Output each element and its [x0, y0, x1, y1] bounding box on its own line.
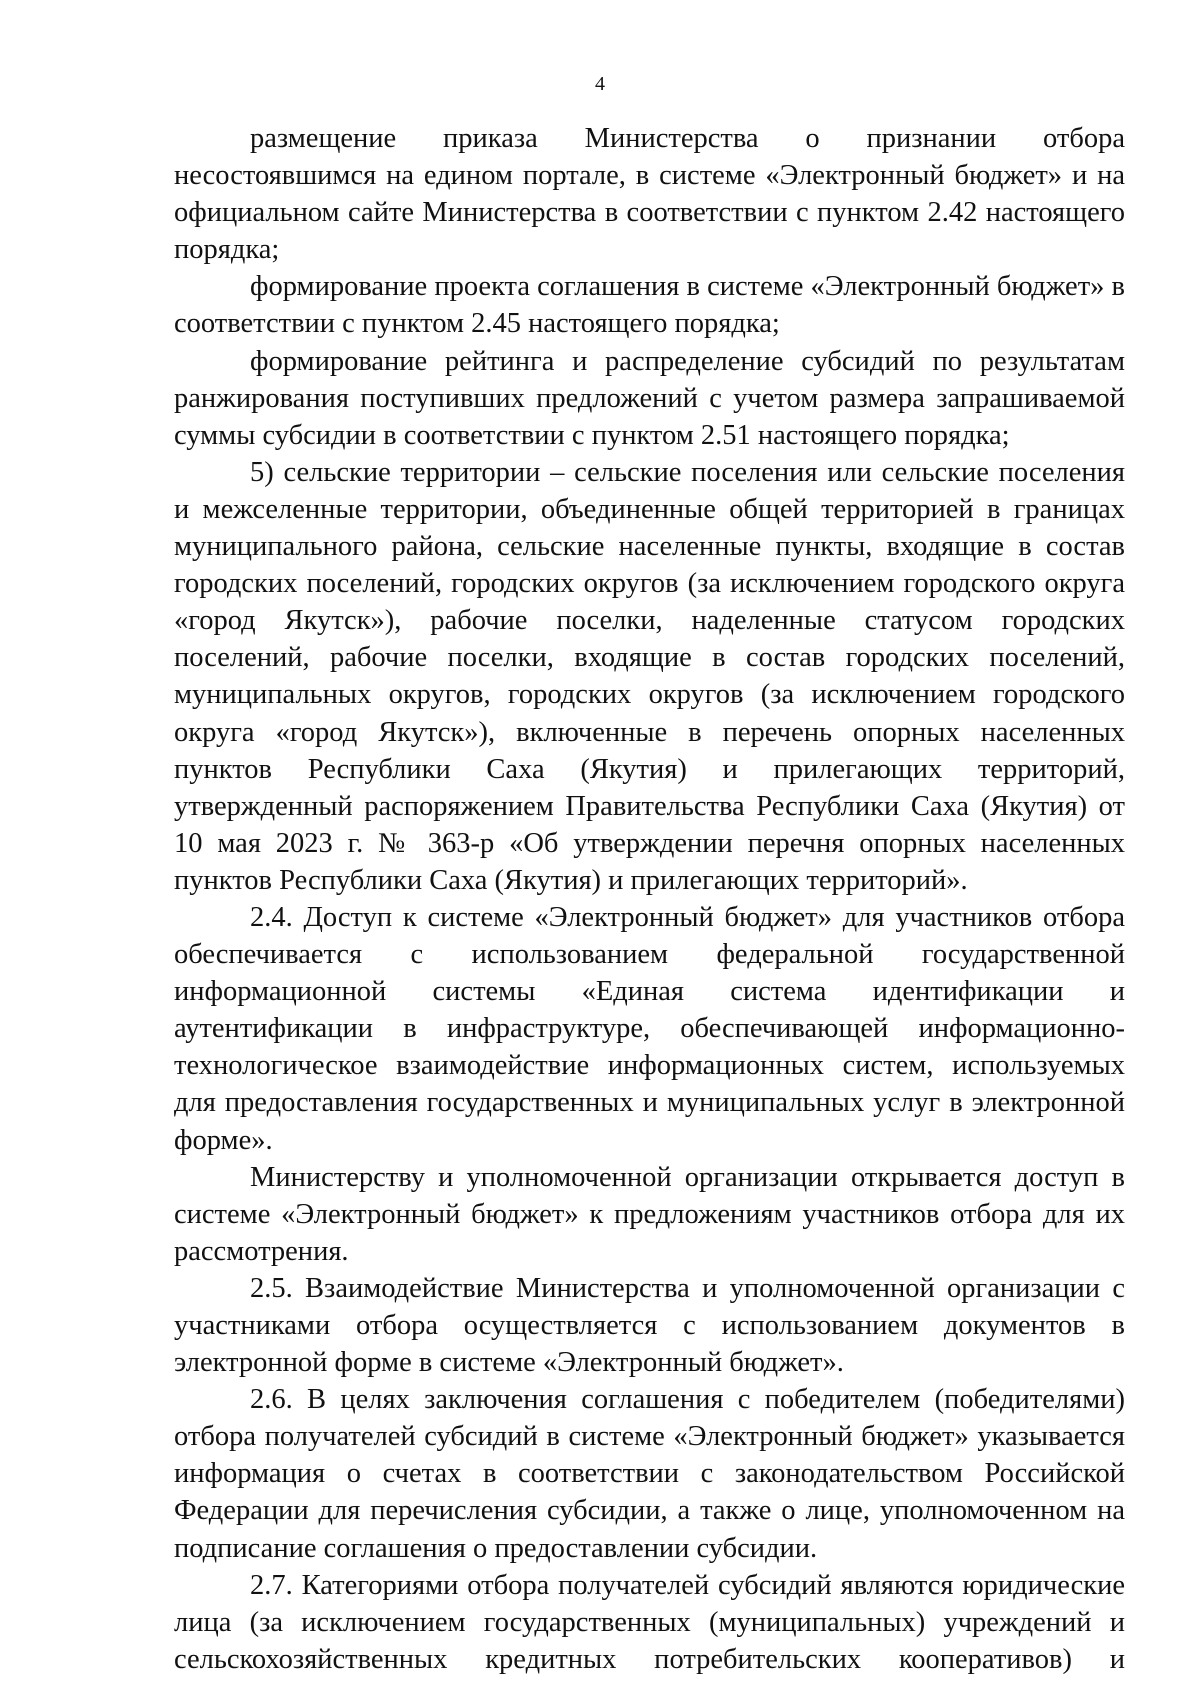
paragraph: 2.6. В целях заключения соглашения с победителем (победителями) отбора получателей субсидий в системе «Электронный бюджет» указывается информация о счетах в соответствии с законодательством Российской Федерации для перечисления субсидии, а также о лице, уполномоченном на подписание соглашения о предоставлении субсидии. — [174, 1384, 1125, 1564]
page-number: 4 — [595, 73, 605, 95]
document-body — [174, 120, 1125, 1678]
paragraph: Министерству и уполномоченной организации открывается доступ в системе «Электронный бюджет» к предложениям участников отбора для их рассмотрения. — [174, 1161, 1125, 1267]
paragraph: формирование рейтинга и распределение субсидий по результатам ранжирования поступивших предложений с учетом размера запрашиваемой суммы субсидии в соответствии с пунктом 2.51 настоящего порядка; — [174, 345, 1125, 451]
paragraph: 2.5. Взаимодействие Министерства и уполномоченной организации с участниками отбора осуществляется с использованием документов в электронной форме в системе «Электронный бюджет». — [174, 1272, 1125, 1379]
paragraph: 5) сельские территории – сельские поселения или сельские поселения и межселенные территории, объединенные общей территорией в границах муниципального района, сельские населенные пункты, входящие в состав городских поселений, городских округов (за исключением городского округа «город Якутск»), рабочие поселки, наделенные статусом городских поселений, рабочие поселки, входящие в состав городских поселений, муниципальных округов, городских округов (за исключением городского округа «город Якутск»), включенные в перечень опорных населенных пунктов Республики Саха (Якутия) и прилегающих территорий, утвержденный распоряжением Правительства Республики Саха (Якутия) от 10 мая 2023 г. № 363-р «Об утверждении перечня опорных населенных пунктов Республики Саха (Якутия) и прилегающих территорий». — [174, 456, 1125, 896]
paragraph: 2.7. Категориями отбора получателей субсидий являются юридические лица (за исключением государственных (муниципальных) учреждений и сельскохозяйственных кредитных потребительских кооперативов) и — [174, 1569, 1125, 1675]
paragraph: 2.4. Доступ к системе «Электронный бюджет» для участников отбора обеспечивается с использованием федеральной государственной информационной системы «Единая система идентификации и аутентификации в инфраструктуре, обеспечивающей информационно-технологическое взаимодействие информационных систем, используемых для предоставления государственных и муниципальных услуг в электронной форме». — [174, 901, 1125, 1156]
paragraph: формирование проекта соглашения в системе «Электронный бюджет» в соответствии с пунктом 2.45 настоящего порядка; — [174, 271, 1125, 340]
paragraph: размещение приказа Министерства о признании отбора несостоявшимся на едином портале, в системе «Электронный бюджет» и на официальном сайте Министерства в соответствии с пунктом 2.42 настоящего порядка; — [174, 123, 1125, 266]
